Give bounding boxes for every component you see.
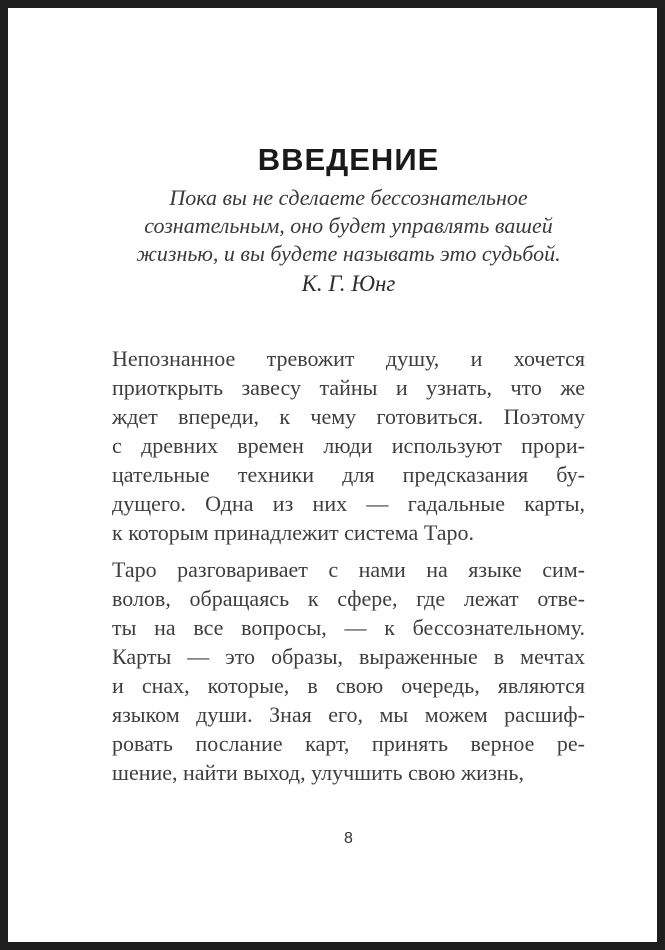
text-line: Таро разговаривает с нами на языке сим- bbox=[112, 557, 585, 582]
text-line: Карты — это образы, выраженные в мечтах bbox=[112, 644, 585, 669]
body-text bbox=[112, 344, 585, 787]
text-line: волов, обращаясь к сфере, где лежат отве- bbox=[112, 586, 585, 611]
epigraph-line: сознательным, оно будет управлять вашей bbox=[144, 213, 553, 238]
chapter-title: ВВЕДЕНИЕ bbox=[257, 142, 440, 177]
text-line: ровать послание карт, принять верное ре- bbox=[112, 731, 585, 756]
text-line: дущего. Одна из них — гадальные карты, bbox=[112, 491, 585, 516]
text-line: с древних времен люди используют прори- bbox=[112, 433, 585, 458]
paragraph bbox=[112, 344, 585, 547]
epigraph bbox=[112, 184, 585, 268]
epigraph-line: Пока вы не сделаете бессознательное bbox=[169, 185, 528, 210]
text-line: шение, найти выход, улучшить свою жизнь, bbox=[112, 760, 524, 785]
text-line: приоткрыть завесу тайны и узнать, что же bbox=[112, 375, 585, 400]
text-line: Непознанное тревожит душу, и хочется bbox=[112, 346, 585, 371]
text-line: цательные техники для предсказания бу- bbox=[112, 462, 585, 487]
paragraph bbox=[112, 555, 585, 787]
page-content bbox=[112, 144, 585, 787]
text-line: языком души. Зная его, мы можем расшиф- bbox=[112, 702, 585, 727]
page-number: 8 bbox=[344, 830, 353, 847]
text-line: ждет впереди, к чему готовиться. Поэтому bbox=[112, 404, 585, 429]
epigraph-attribution: К. Г. Юнг bbox=[301, 271, 396, 296]
epigraph-line: жизнью, и вы будете называть это судьбой. bbox=[136, 241, 561, 266]
text-line: к которым принадлежит система Таро. bbox=[112, 520, 474, 545]
text-line: и снах, которые, в свою очередь, являются bbox=[112, 673, 585, 698]
text-line: ты на все вопросы, — к бессознательному. bbox=[112, 615, 585, 640]
